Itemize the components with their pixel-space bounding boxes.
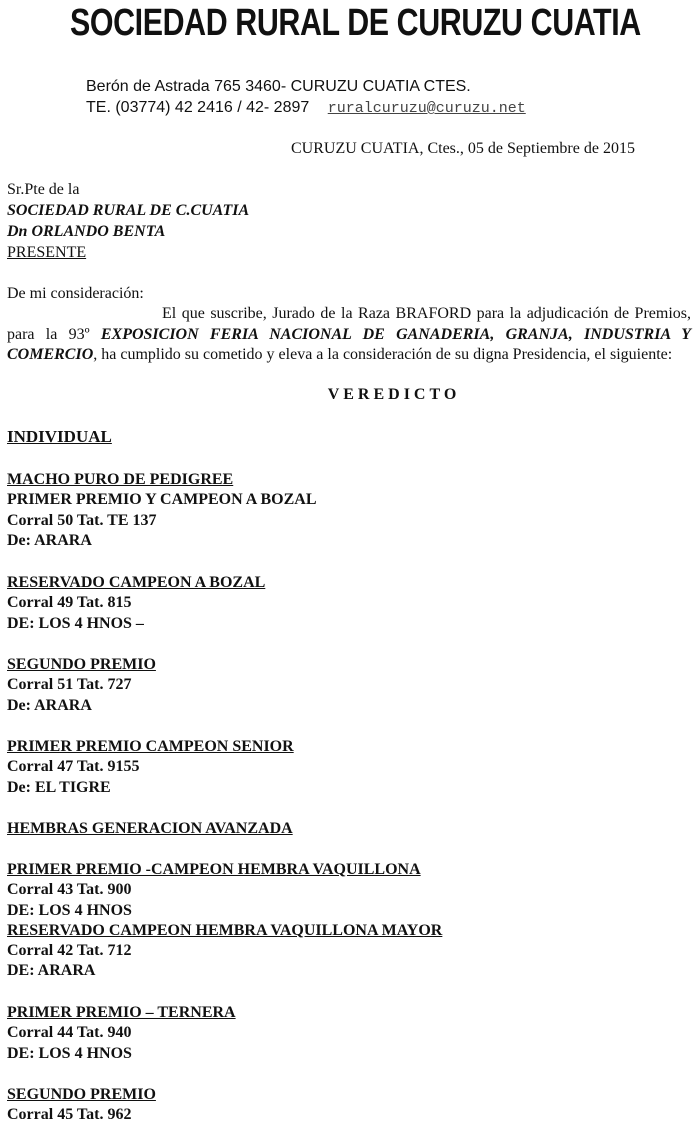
owner-line: De: EL TIGRE (7, 778, 111, 796)
corral-line: Corral 42 Tat. 712 (7, 942, 132, 960)
body-part2: , ha cumplido su cometido y eleva a la consideración de su digna Presidencia, el siguiente: (93, 346, 673, 363)
category-heading: MACHO PURO DE PEDIGREE (7, 471, 234, 488)
award-heading: PRIMER PREMIO CAMPEON SENIOR (7, 738, 294, 755)
award-section-4 (7, 737, 294, 798)
body-paragraph (7, 304, 691, 366)
letterhead-address: Berón de Astrada 765 3460- CURUZU CUATIA CTES. (86, 78, 471, 95)
award-section-5 (7, 860, 442, 982)
owner-line: De: ARARA (7, 531, 92, 549)
award-section-3 (7, 655, 156, 716)
corral-line: Corral 49 Tat. 815 (7, 594, 132, 612)
event-name: EXPOSICION FERIA NACIONAL DE GANADERIA, GRANJA, INDUSTRIA Y COMERCIO (7, 325, 691, 363)
owner-line: DE: ARARA (7, 962, 96, 980)
corral-line: Corral 44 Tat. 940 (7, 1024, 132, 1042)
award-heading: PRIMER PREMIO -CAMPEON HEMBRA VAQUILLONA (7, 861, 421, 878)
recipient-line3: Dn ORLANDO BENTA (7, 223, 166, 240)
letterhead-contact (86, 99, 526, 117)
corral-line: Corral 43 Tat. 900 (7, 881, 132, 899)
hembras-section (7, 819, 293, 839)
award-section-1 (7, 470, 316, 551)
recipient-line1: Sr.Pte de la (7, 181, 80, 198)
date-line: CURUZU CUATIA, Ctes., 05 de Septiembre de 2015 (291, 140, 635, 157)
verdict-title: VEREDICTO (327, 386, 461, 403)
owner-line: DE: LOS 4 HNOS (7, 901, 132, 919)
recipient-line4: PRESENTE (7, 244, 87, 261)
award-heading: SEGUNDO PREMIO (7, 656, 156, 673)
letterhead-phone: TE. (03774) 42 2416 / 42- 2897 (86, 99, 310, 116)
award-heading: RESERVADO CAMPEON A BOZAL (7, 574, 266, 591)
letterhead-title: SOCIEDAD RURAL DE CURUZU CUATIA (70, 2, 641, 44)
award-heading: PRIMER PREMIO – TERNERA (7, 1004, 236, 1021)
corral-line: Corral 50 Tat. TE 137 (7, 511, 157, 529)
recipient-line2: SOCIEDAD RURAL DE C.CUATIA (7, 202, 250, 219)
corral-line: Corral 45 Tat. 962 (7, 1106, 132, 1124)
body-part1: El que suscribe, Jurado de la Raza BRAFORD para la adjudicación de Premios, para la 93º (7, 305, 691, 343)
award-heading: PRIMER PREMIO Y CAMPEON A BOZAL (7, 491, 317, 509)
corral-line: Corral 51 Tat. 727 (7, 676, 132, 694)
letterhead-email: ruralcuruzu@curuzu.net (327, 100, 526, 117)
award-section-8 (7, 1085, 156, 1126)
hembras-heading: HEMBRAS GENERACION AVANZADA (7, 820, 293, 837)
salutation: De mi consideración: (7, 285, 144, 302)
owner-line: DE: LOS 4 HNOS – (7, 614, 144, 632)
award-heading: SEGUNDO PREMIO (7, 1086, 156, 1103)
corral-line: Corral 47 Tat. 9155 (7, 758, 140, 776)
award-section-2 (7, 573, 265, 634)
owner-line: De: ARARA (7, 696, 92, 714)
owner-line: DE: LOS 4 HNOS (7, 1044, 132, 1062)
award-heading: RESERVADO CAMPEON HEMBRA VAQUILLONA MAYOR (7, 921, 443, 939)
award-section-7 (7, 1003, 236, 1064)
individual-heading: INDIVIDUAL (7, 427, 112, 446)
